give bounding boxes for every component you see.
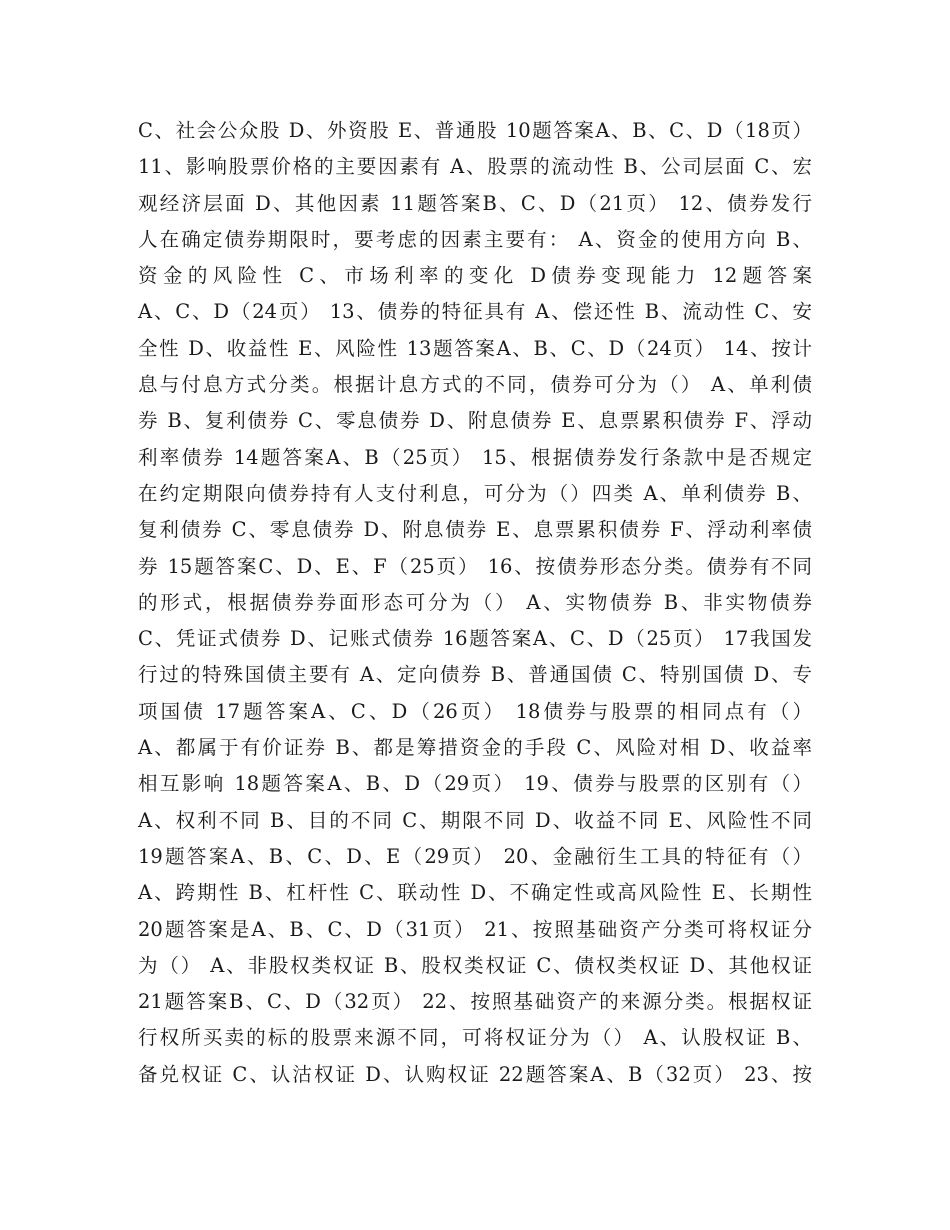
text-line: 复利债券 C、零息债券 D、附息债券 E、息票累积债券 F、浮动利率债: [138, 518, 812, 542]
text-line: A、跨期性 B、杠杆性 C、联动性 D、不确定性或高风险性 E、长期性: [138, 881, 812, 905]
text-line: 的形式，根据债券券面形态可分为（） A、实物债券 B、非实物债券: [138, 590, 812, 614]
text-line: 资金的风险性 C、市场利率的变化 D债券变现能力 12题答案: [138, 264, 812, 288]
text-line: 19题答案A、B、C、D、E（29页） 20、金融衍生工具的特征有（）: [138, 844, 812, 868]
text-line: C、凭证式债券 D、记账式债券 16题答案A、C、D（25页） 17我国发: [138, 627, 812, 651]
text-line: A、权利不同 B、目的不同 C、期限不同 D、收益不同 E、风险性不同: [138, 808, 812, 832]
text-line: 项国债 17题答案A、C、D（26页） 18债券与股票的相同点有（）: [138, 699, 812, 723]
text-line: 券 B、复利债券 C、零息债券 D、附息债券 E、息票累积债券 F、浮动: [138, 409, 812, 433]
text-line: A、C、D（24页） 13、债券的特征具有 A、偿还性 B、流动性 C、安: [138, 300, 812, 324]
text-line: 相互影响 18题答案A、B、D（29页） 19、债券与股票的区别有（）: [138, 772, 812, 796]
text-line: 观经济层面 D、其他因素 11题答案B、C、D（21页） 12、债券发行: [138, 191, 812, 215]
text-line: C、社会公众股 D、外资股 E、普通股 10题答案A、B、C、D（18页）: [138, 119, 812, 142]
document-body: [138, 113, 818, 1093]
text-line: A、都属于有价证券 B、都是筹措资金的手段 C、风险对相 D、收益率: [138, 736, 812, 760]
text-line: 在约定期限向债券持有人支付利息，可分为（）四类 A、单利债券 B、: [138, 481, 812, 505]
text-line: 21题答案B、C、D（32页） 22、按照基础资产的来源分类。根据权证: [138, 990, 812, 1014]
text-line: 为（） A、非股权类权证 B、股权类权证 C、债权类权证 D、其他权证: [138, 953, 812, 977]
text-line: 20题答案是A、B、C、D（31页） 21、按照基础资产分类可将权证分: [138, 917, 812, 941]
text-line: 全性 D、收益性 E、风险性 13题答案A、B、C、D（24页） 14、按计: [138, 336, 812, 360]
text-line: 备兑权证 C、认沽权证 D、认购权证 22题答案A、B（32页） 23、按: [138, 1062, 812, 1086]
text-line: 行权所买卖的标的股票来源不同，可将权证分为（） A、认股权证 B、: [138, 1026, 812, 1050]
text-line: 人在确定债券期限时，要考虑的因素主要有： A、资金的使用方向 B、: [138, 227, 812, 251]
text-line: 券 15题答案C、D、E、F（25页） 16、按债券形态分类。债券有不同: [138, 554, 812, 578]
text-line: 利率债券 14题答案A、B（25页） 15、根据债券发行条款中是否规定: [138, 445, 812, 469]
text-line: 行过的特殊国债主要有 A、定向债券 B、普通国债 C、特别国债 D、专: [138, 663, 812, 687]
text-line: 11、影响股票价格的主要因素有 A、股票的流动性 B、公司层面 C、宏: [138, 155, 812, 179]
text-line: 息与付息方式分类。根据计息方式的不同，债券可分为（） A、单利债: [138, 373, 812, 397]
